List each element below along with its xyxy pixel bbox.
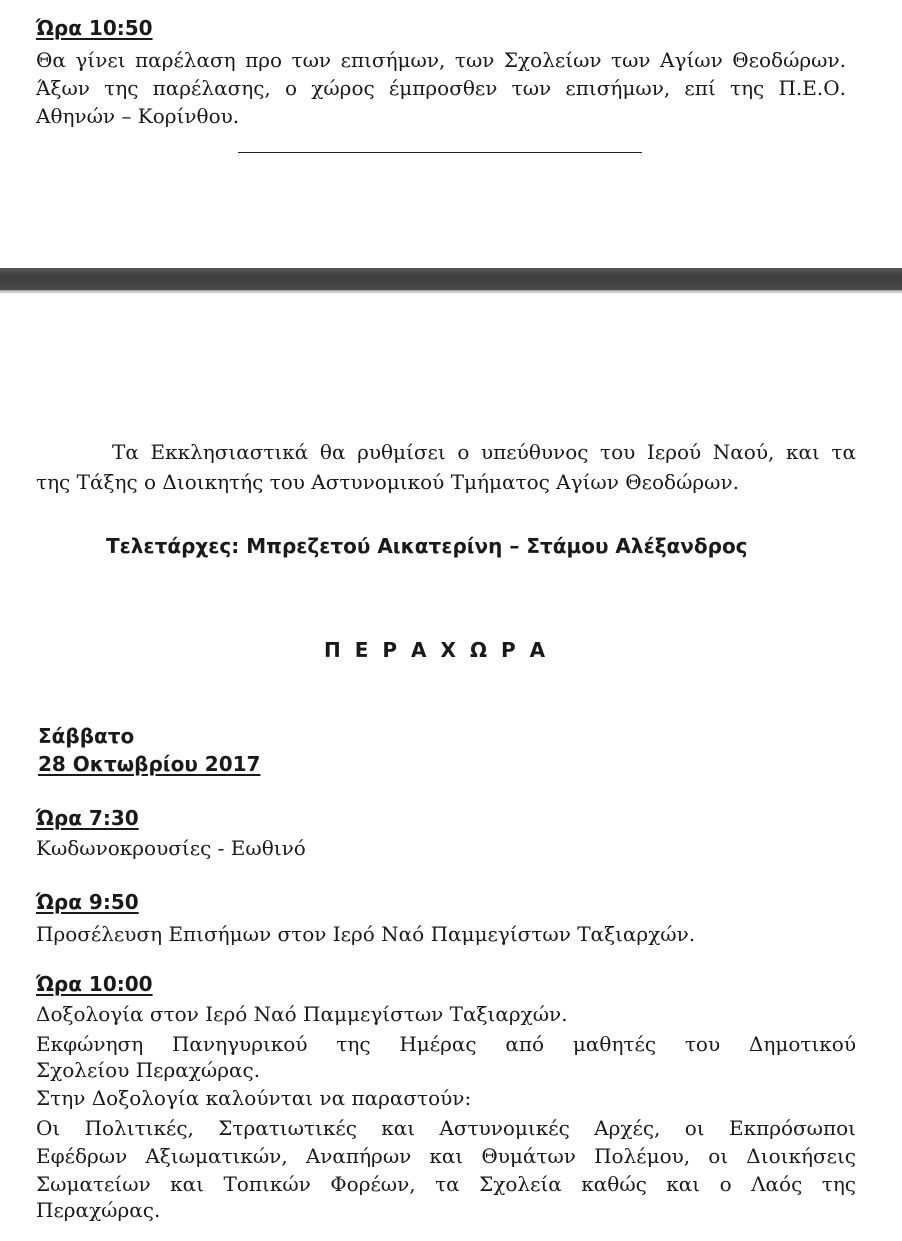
date-full: 28 Οκτωβρίου 2017 — [38, 752, 261, 776]
time-heading-0950: Ώρα 9:50 — [36, 890, 139, 914]
paragraph-line: της Τάξης ο Διοικητής του Αστυνομικού Τμήματος Αγίων Θεοδώρων. — [36, 470, 739, 494]
paragraph-line: Αθηνών – Κορίνθου. — [36, 104, 240, 128]
paragraph-line: Θα γίνει παρέλαση προ των επισήμων, των Σχολείων των Αγίων Θεοδώρων. — [36, 48, 846, 72]
schedule-line: Εκφώνηση Πανηγυρικού της Ημέρας από μαθητές του Δημοτικού — [36, 1032, 856, 1056]
section-title: ΠΕΡΑΧΩΡΑ — [324, 638, 560, 662]
schedule-line: Δοξολογία στον Ιερό Ναό Παμμεγίστων Ταξιαρχών. — [36, 1002, 568, 1026]
schedule-line: Προσέλευση Επισήμων στον Ιερό Ναό Παμμεγίστων Ταξιαρχών. — [36, 922, 696, 946]
paragraph-line: Άξων της παρέλασης, ο χώρος έμπροσθεν των επισήμων, επί της Π.Ε.Ο. — [36, 76, 846, 100]
page-break-band — [0, 268, 902, 290]
date-day: Σάββατο — [38, 724, 135, 748]
time-heading-1050: Ώρα 10:50 — [36, 16, 153, 40]
schedule-line: Σχολείου Περαχώρας. — [36, 1058, 261, 1082]
time-heading-0730: Ώρα 7:30 — [36, 806, 139, 830]
separator-line — [238, 152, 642, 153]
schedule-line: Στην Δοξολογία καλούνται να παραστούν: — [36, 1086, 472, 1110]
time-heading-1000: Ώρα 10:00 — [36, 972, 153, 996]
organizers-line: Τελετάρχες: Μπρεζετού Αικατερίνη – Στάμου Αλέξανδρος — [106, 534, 748, 558]
schedule-line: Οι Πολιτικές, Στρατιωτικές και Αστυνομικές Αρχές, οι Εκπρόσωποι — [36, 1116, 856, 1140]
schedule-line: Περαχώρας. — [36, 1198, 161, 1222]
schedule-line: Κωδωνοκρουσίες - Εωθινό — [36, 836, 306, 860]
paragraph-line: Τα Εκκλησιαστικά θα ρυθμίσει ο υπεύθυνος του Ιερού Ναού, και τα — [112, 440, 856, 464]
page-break-shadow — [0, 290, 902, 294]
schedule-line: Σωματείων και Τοπικών Φορέων, τα Σχολεία καθώς και ο Λαός της — [36, 1172, 856, 1196]
schedule-line: Εφέδρων Αξιωματικών, Αναπήρων και Θυμάτων Πολέμου, οι Διοικήσεις — [36, 1144, 856, 1168]
